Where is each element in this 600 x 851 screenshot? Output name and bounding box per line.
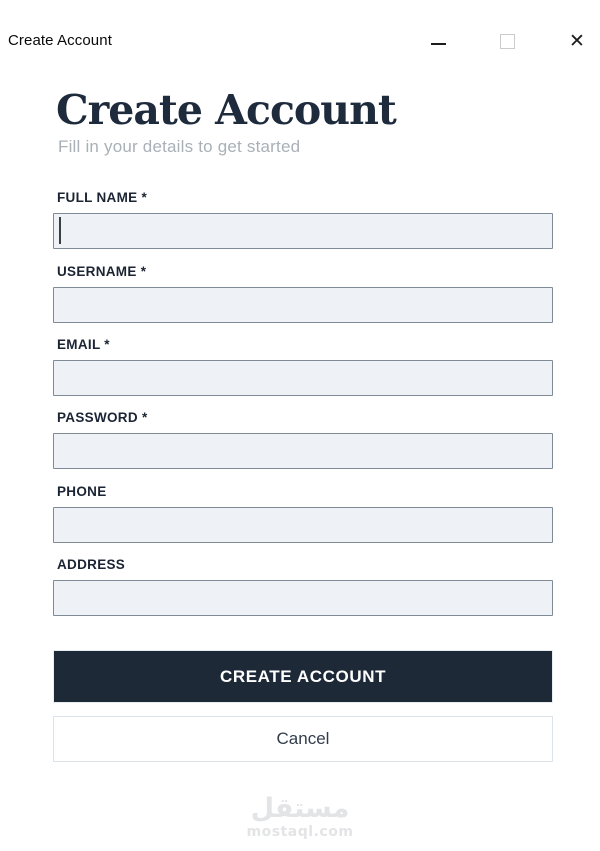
email-field[interactable] xyxy=(53,360,553,396)
username-label: USERNAME * xyxy=(57,264,147,279)
field-group-password xyxy=(53,410,553,469)
phone-input-wrap xyxy=(53,507,553,543)
close-icon: ✕ xyxy=(569,29,585,52)
address-input-wrap xyxy=(53,580,553,616)
field-group-email xyxy=(53,337,553,396)
password-label: PASSWORD * xyxy=(57,410,148,425)
username-input-wrap xyxy=(53,287,553,323)
email-input-wrap xyxy=(53,360,553,396)
field-group-phone xyxy=(53,484,553,543)
maximize-button[interactable] xyxy=(492,26,522,56)
page-subtitle: Fill in your details to get started xyxy=(58,137,301,156)
page-title: Create Account xyxy=(56,86,396,134)
minimize-icon xyxy=(431,43,446,45)
text-caret xyxy=(59,217,61,244)
field-group-full-name xyxy=(53,190,553,249)
full-name-input-wrap xyxy=(53,213,553,249)
address-input[interactable] xyxy=(53,580,553,616)
password-input-wrap xyxy=(53,433,553,469)
phone-label: PHONE xyxy=(57,484,107,499)
phone-input[interactable] xyxy=(53,507,553,543)
email-label: EMAIL * xyxy=(57,337,110,352)
maximize-icon xyxy=(500,34,515,49)
close-button[interactable] xyxy=(562,26,592,56)
watermark-arabic-logo: مستقل xyxy=(250,793,350,824)
address-label: ADDRESS xyxy=(57,557,126,572)
window-title: Create Account xyxy=(8,32,112,49)
password-field[interactable] xyxy=(53,433,553,469)
username-input[interactable] xyxy=(53,287,553,323)
full-name-input[interactable] xyxy=(53,213,553,249)
cancel-button[interactable]: Cancel xyxy=(53,716,553,762)
minimize-button[interactable] xyxy=(423,26,453,56)
field-group-address xyxy=(53,557,553,616)
watermark-domain: mostaql.com xyxy=(246,823,354,840)
full-name-label: FULL NAME * xyxy=(57,190,148,205)
watermark xyxy=(0,794,600,840)
field-group-username xyxy=(53,264,553,323)
create-account-button[interactable]: CREATE ACCOUNT xyxy=(53,650,553,703)
